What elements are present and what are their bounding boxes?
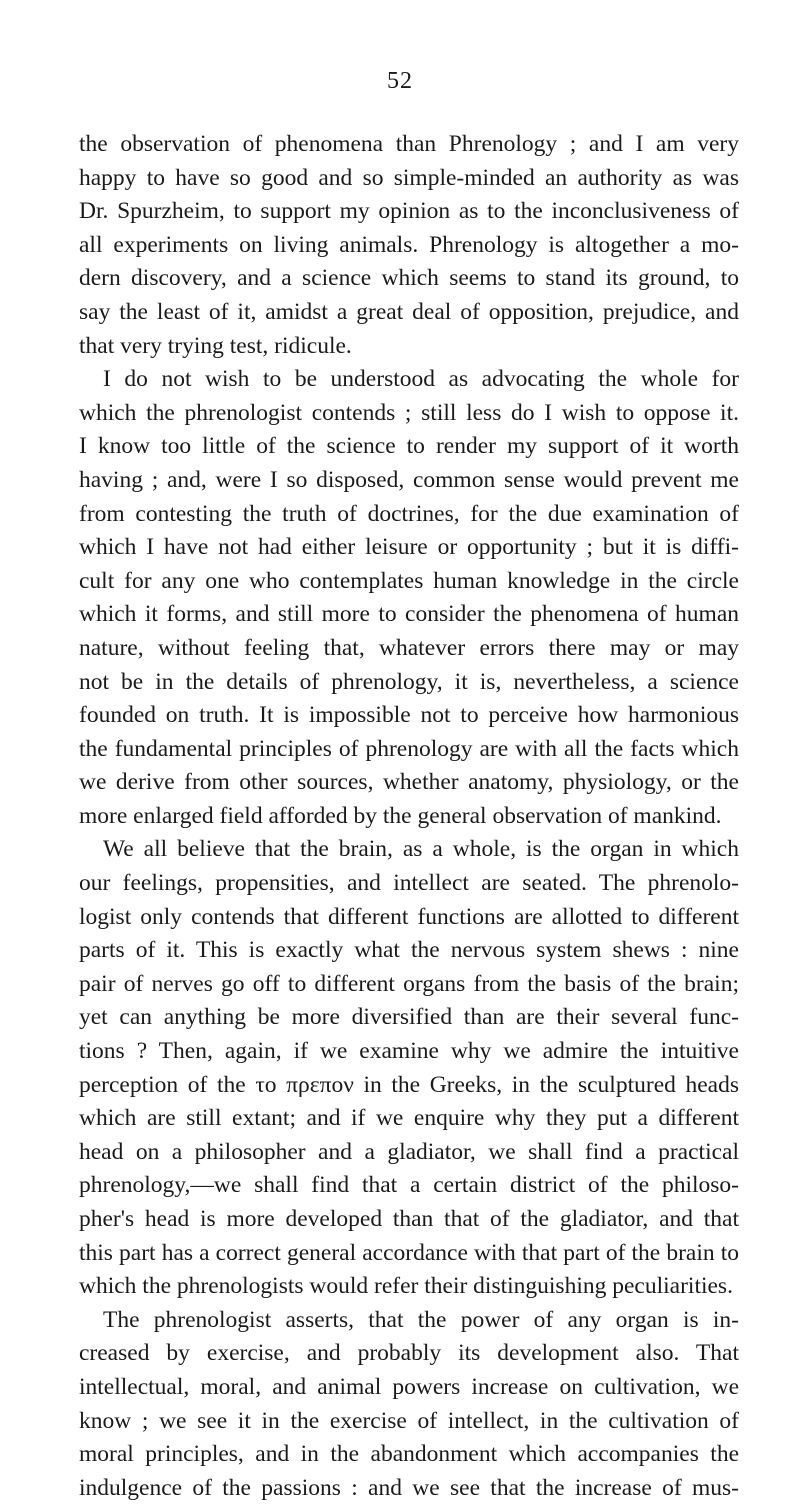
text-line: which the phrenologist contends ; still less do I wish to oppose it. [79,399,739,426]
text-line: pher's head is more developed than that of the gladiator, and that [79,1206,739,1232]
text-line: moral principles, and in the abandonment which accompanies the [79,1441,739,1468]
text-line: which are still extant; and if we enquire why they put a different [79,1105,739,1132]
text-line: We all believe that the brain, as a whole, is the organ in which [103,836,739,863]
text-line: dern discovery, and a science which seems to stand its ground, to [79,265,739,292]
text-line: from contesting the truth of doctrines, for the due examination of [79,500,739,527]
text-line: the observation of phenomena than Phrenology ; and I am very [79,131,739,157]
text-line: head on a philosopher and a gladiator, we shall find a practical [79,1138,739,1165]
text-line: more enlarged field afforded by the general observation of mankind. [79,802,722,829]
text-line: indulgence of the passions : and we see that the increase of mus- [79,1474,739,1501]
text-line: we derive from other sources, whether anatomy, physiology, or the [79,769,739,796]
text-line: I know too little of the science to render my support of it worth [79,433,739,460]
text-line: not be in the details of phrenology, it is, nevertheless, a science [79,668,739,695]
text-line: our feelings, propensities, and intellect are seated. The phrenolo- [79,870,739,897]
text-line: which the phrenologists would refer their distinguishing peculiarities. [79,1273,733,1300]
text-line: know ; we see it in the exercise of intellect, in the cultivation of [79,1407,739,1434]
text-line: founded on truth. It is impossible not to perceive how harmonious [79,702,739,729]
text-line: which it forms, and still more to consider the phenomena of human [79,601,739,628]
text-line: creased by exercise, and probably its development also. That [79,1340,739,1367]
text-line: tions ? Then, again, if we examine why we admire the intuitive [79,1038,739,1065]
text-line: happy to have so good and so simple-minded an authority as was [79,164,739,191]
text-line: nature, without feeling that, whatever errors there may or may [79,634,739,661]
text-line: phrenology,—we shall find that a certain district of the philoso- [79,1172,739,1199]
text-line: Dr. Spurzheim, to support my opinion as to the inconclusiveness of [79,198,739,225]
text-line: having ; and, were I so disposed, common sense would prevent me [79,466,739,493]
body-text [79,128,739,1505]
text-line: that very trying test, ridicule. [79,332,352,359]
text-line: intellectual, moral, and animal powers increase on cultivation, we [79,1373,739,1400]
text-line: pair of nerves go off to different organs from the basis of the brain; [79,970,739,997]
text-line: all experiments on living animals. Phrenology is altogether a mo- [79,231,739,258]
text-line: logist only contends that different functions are allotted to different [79,903,739,930]
text-line: the fundamental principles of phrenology are with all the facts which [79,735,739,762]
text-line: The phrenologist asserts, that the power of any organ is in- [103,1306,739,1333]
text-line: this part has a correct general accordance with that part of the brain to [79,1239,739,1266]
text-line: which I have not had either leisure or opportunity ; but it is diffi- [79,534,739,561]
text-line: I do not wish to be understood as advocating the whole for [103,366,739,393]
text-line: cult for any one who contemplates human knowledge in the circle [79,567,739,594]
page-number: 52 [387,68,413,94]
text-line: yet can anything be more diversified than are their several func- [79,1004,739,1031]
text-line: say the least of it, amidst a great deal of opposition, prejudice, and [79,298,739,325]
text-line: parts of it. This is exactly what the nervous system shews : nine [79,937,739,964]
text-line: perception of the το πρεπον in the Greeks, in the sculptured heads [79,1071,739,1098]
